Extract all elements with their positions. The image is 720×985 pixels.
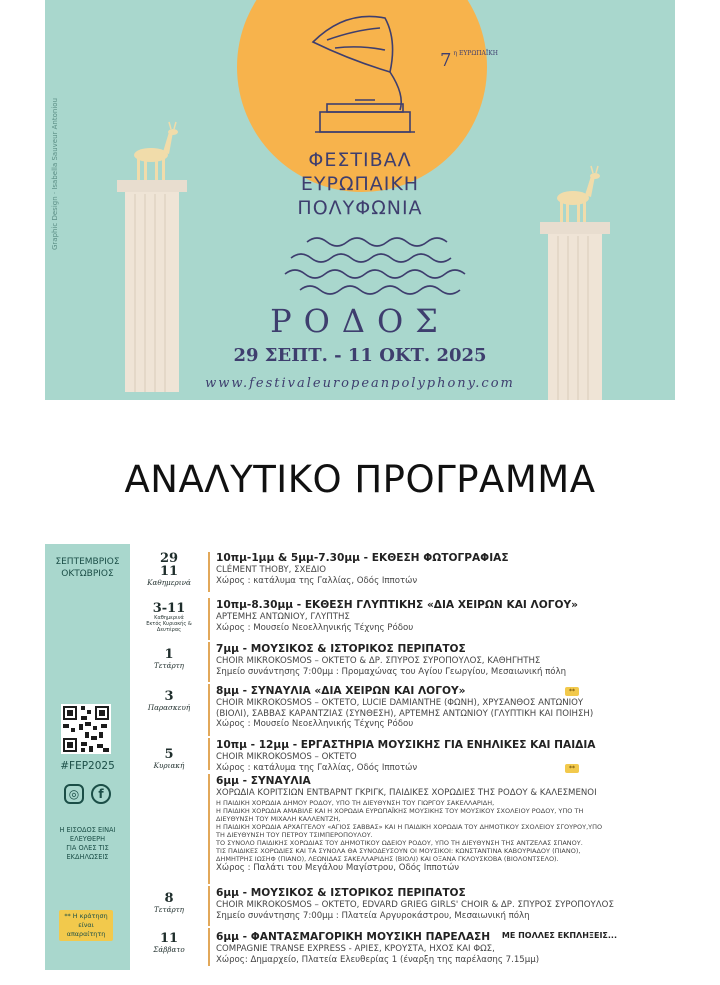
event-workshops: [216, 739, 671, 773]
free-entry-line: ΓΙΑ ΟΛΕΣ ΤΙΣ: [66, 844, 109, 852]
event-title: 6μμ - ΜΟΥΣΙΚΟΣ & ΙΣΤΟΡΙΚΟΣ ΠΕΡΙΠΑΤΟΣ: [216, 887, 466, 899]
booking-required-note: [59, 910, 113, 941]
event-title: 10πμ - 12μμ - ΕΡΓΑΣΤΗΡΙΑ ΜΟΥΣΙΚΗΣ ΓΙΑ ΕΝΗΛΙΚΕΣ ΚΑΙ ΠΑΙΔΙΑ: [216, 739, 596, 751]
accent-bar: [208, 642, 210, 682]
day-weekday: Τετάρτη: [154, 905, 184, 914]
booking-line: είναι: [78, 921, 94, 929]
event-line: Χώρος: Δημαρχείο, Πλατεία Ελευθερίας 1 (έναρξη της παρέλασης 7.15μμ): [216, 954, 540, 965]
hashtag-label: #FEP2025: [60, 760, 115, 772]
day-column: [130, 544, 208, 970]
day-note: Εκτός Κυριακής &: [146, 621, 192, 627]
gramophone-icon: [313, 16, 415, 132]
edition-mark: [440, 50, 498, 71]
event-line: ΑΡΤΕΜΗΣ ΑΝΤΩΝΙΟΥ, ΓΛΥΠΤΗΣ: [216, 612, 350, 622]
booking-line: απαραίτητη: [66, 930, 106, 938]
event-line: CHOIR MIKROKOSMOS – ΟΚΤΕΤΟ: [216, 752, 357, 762]
event-detail-line: ΔΗΜΗΤΡΗΣ ΙΩΣΗΦ (ΠΙΑΝΟ), ΛΕΩΝΙΔΑΣ ΣΑΚΕΛΛΑΡΙΔΗΣ (ΒΙΟΛΙ) ΚΑΙ ΟΞΑΝΑ ΓΚΛΟΥΣΚΟΒΑ (ΒΙΟΛΟΝΤΣΕΛΟ).: [216, 854, 559, 863]
event-title: 10πμ-8.30μμ - ΕΚΘΕΣΗ ΓΛΥΠΤΙΚΗΣ «ΔΙΑ ΧΕΙΡΩΝ ΚΑΙ ΛΟΓΟΥ»: [216, 599, 579, 611]
accent-bar: [208, 552, 210, 592]
accent-bar: [208, 774, 210, 884]
event-line: Χώρος : κατάλυμα της Γαλλίας, Οδός Ιπποτών: [216, 575, 418, 586]
event-music-walk-1: [216, 643, 671, 677]
festival-poster: [45, 0, 675, 400]
wave-lines: [285, 238, 465, 294]
edition-number: 7: [440, 50, 452, 71]
event-detail-line: Η ΠΑΙΔΙΚΗ ΧΟΡΩΔΙΑ ΔΗΜΟΥ ΡΟΔΟΥ, ΥΠΟ ΤΗ ΔΙΕΥΘΥΝΣΗ ΤΟΥ ΓΙΩΡΓΟΥ ΣΑΚΕΛΛΑΡΙΔΗ,: [216, 798, 495, 807]
free-entry-note: [45, 826, 130, 862]
poster-website: www.festivaleuropeanpolyphony.com: [205, 376, 515, 391]
day-number-end: 11: [159, 564, 179, 579]
event-title: 8μμ - ΣΥΝΑΥΛΙΑ «ΔΙΑ ΧΕΙΡΩΝ ΚΑΙ ΛΟΓΟΥ»: [216, 685, 466, 697]
month-september: ΣΕΠΤΕΜΒΡΙΟΣ: [55, 557, 120, 567]
event-line: CHOIR MIKROKOSMOS – ΟΚΤΕΤΟ, LUCIE DAMIANTHE (ΦΩΝΗ), ΧΡΥΣΑΝΘΟΣ ΑΝΤΩΝΙΟΥ: [216, 698, 584, 708]
poster-dates: 29 ΣΕΠΤ. - 11 ΟΚΤ. 2025: [233, 345, 487, 366]
accent-bar: [208, 886, 210, 926]
booking-line: ** Η κράτηση: [64, 912, 108, 920]
event-detail-line: Η ΠΑΙΔΙΚΗ ΧΟΡΩΔΙΑ ΑΜΑΒΙΛΕ ΚΑΙ Η ΧΟΡΩΔΙΑ ΕΥΡΩΠΑΪΚΗΣ ΜΟΥΣΙΚΗΣ ΤΟΥ ΜΟΥΣΙΚΟΥ ΣΧΟΛΕΙΟΥ ΡΟΔΟΥ, ΥΠΟ ΤΗ: [216, 806, 584, 815]
event-photo-exhibition: [216, 552, 671, 586]
booking-badge: **: [565, 764, 579, 773]
instagram-icon[interactable]: ◎: [64, 784, 84, 804]
accent-bar: [208, 684, 210, 736]
day-29-11: [130, 552, 208, 587]
qr-code-icon[interactable]: [61, 704, 111, 754]
event-concert-dia-xeiron: [216, 685, 671, 730]
event-title-main: 6μμ - ΦΑΝΤΑΣΜΑΓΟΡΙΚΗ ΜΟΥΣΙΚΗ ΠΑΡΕΛΑΣΗ: [216, 931, 491, 943]
poster-city: ΡΟΔΟΣ: [270, 302, 450, 340]
free-entry-line: Η ΕΙΣΟΔΟΣ ΕΙΝΑΙ: [59, 826, 116, 834]
poster-title-line-1: ΦΕΣΤΙΒΑΛ: [308, 149, 412, 171]
free-entry-line: ΕΛΕΥΘΕΡΗ: [69, 835, 106, 843]
day-number: 11: [159, 931, 179, 946]
day-number: 3: [164, 689, 174, 704]
day-3: [130, 690, 208, 712]
edition-word: η ΕΥΡΩΠΑΪΚΗ: [453, 50, 498, 57]
design-credit: Graphic Design · Isabella Sauveur Antoniou: [51, 97, 59, 250]
day-1: [130, 648, 208, 670]
event-line: ΧΟΡΩΔΙΑ ΚΟΡΙΤΣΙΩΝ ΕΝΤΒΑΡΝΤ ΓΚΡΙΓΚ, ΠΑΙΔΙΚΕΣ ΧΟΡΩΔΙΕΣ ΤΗΣ ΡΟΔΟΥ & ΚΑΛΕΣΜΕΝΟΙ: [216, 788, 597, 798]
event-line: (ΒΙΟΛΙ), ΣΑΒΒΑΣ ΚΑΡΑΝΤΖΙΑΣ (ΣΥΝΘΕΣΗ), ΑΡΤΕΜΗΣ ΑΝΤΩΝΙΟΥ (ΓΛΥΠΤΙΚΗ ΚΑΙ ΠΟΙΗΣΗ): [216, 708, 594, 719]
month-october: ΟΚΤΩΒΡΙΟΣ: [61, 569, 114, 579]
accent-bar: [208, 738, 210, 770]
event-sculpture-exhibition: [216, 599, 671, 633]
event-detail-line: ΤΗ ΔΙΕΥΘΥΝΣΗ ΤΟΥ ΠΕΤΡΟΥ ΤΣΙΜΠΕΡΟΠΟΥΛΟΥ.: [216, 830, 373, 839]
day-number: 3-11: [152, 601, 186, 616]
event-detail-line: ΔΙΕΥΘΥΝΣΗ ΤΟΥ ΜΙΧΑΛΗ ΚΑΛΛΕΝΤΖΗ,: [216, 814, 341, 823]
accent-bar: [208, 598, 210, 640]
day-number: 29: [159, 551, 179, 566]
day-weekday: Καθημερινά: [154, 615, 184, 621]
day-3-11: [130, 602, 208, 633]
day-weekday: Καθημερινά: [147, 578, 191, 587]
program-table: [45, 544, 675, 970]
day-number: 8: [164, 891, 174, 906]
event-title: [216, 929, 671, 944]
event-detail-line: ΤΟ ΣΥΝΟΛΟ ΠΑΙΔΙΚΗΣ ΧΟΡΩΔΙΑΣ ΤΟΥ ΔΗΜΟΤΙΚΟΥ ΩΔΕΙΟΥ ΡΟΔΟΥ, ΥΠΟ ΤΗ ΔΙΕΥΘΥΝΣΗ ΤΗΣ ΑΝΤΖΕΛΑΣ ΣΠΑΝΟΥ.: [216, 838, 583, 847]
poster-title-line-2: ΕΥΡΩΠΑΙΚΗ: [300, 173, 420, 195]
poster-title-line-3: ΠΟΛΥΦΩΝΙΑ: [297, 197, 423, 219]
event-title: 6μμ - ΣΥΝΑΥΛΙΑ: [216, 775, 311, 787]
day-weekday: Κυριακή: [153, 761, 185, 770]
event-line: Σημείο συνάντησης 7:00μμ : Προμαχώνας του Αγίου Γεωργίου, Μεσαιωνική πόλη: [216, 666, 567, 677]
day-number: 1: [164, 647, 174, 662]
day-number: 5: [164, 747, 174, 762]
booking-badge: **: [565, 687, 579, 696]
facebook-icon[interactable]: f: [91, 784, 111, 804]
day-weekday: Τετάρτη: [154, 661, 184, 670]
event-title: 7μμ - ΜΟΥΣΙΚΟΣ & ΙΣΤΟΡΙΚΟΣ ΠΕΡΙΠΑΤΟΣ: [216, 643, 466, 655]
event-line: Χώρος : κατάλυμα της Γαλλίας, Οδός Ιπποτών: [216, 762, 418, 773]
day-weekday: Σάββατο: [153, 945, 185, 954]
event-music-walk-2: [216, 887, 671, 921]
event-concert-choirs: [216, 775, 671, 873]
day-note: Δευτέρας: [156, 627, 182, 633]
event-line: Σημείο συνάντησης 7:00μμ : Πλατεία Αργυροκάστρου, Μεσαιωνική πόλη: [216, 910, 530, 921]
event-line: CLÉMENT THOBY, ΣΧΕΔΙΟ: [216, 565, 327, 575]
program-heading: ΑΝΑΛΥΤΙΚΟ ΠΡΟΓΡΑΜΜΑ: [124, 458, 596, 501]
event-parade: [216, 929, 671, 965]
event-line: Χώρος : Μουσείο Νεοελληνικής Τέχνης Ρόδου: [216, 719, 414, 729]
event-line: Χώρος : Παλάτι του Μεγάλου Μαγίστρου, Οδός Ιπποτών: [216, 862, 460, 873]
months-label: [45, 556, 130, 580]
accent-bar: [208, 928, 210, 966]
event-line: COMPAGNIE TRANSE EXPRESS - ΑΡΙΕΣ, ΚΡΟΥΣΤΑ, ΗΧΟΣ ΚΑΙ ΦΩΣ,: [216, 944, 495, 954]
event-detail-line: ΤΙΣ ΠΑΙΔΙΚΕΣ ΧΟΡΩΔΙΕΣ ΚΑΙ ΤΑ ΣΥΝΟΛΑ ΘΑ ΣΥΝΟΔΕΥΣΟΥΝ ΟΙ ΜΟΥΣΙΚΟΙ: ΚΩΝΣΤΑΝΤΙΝΑ ΚΑΒΟΥΡΙΑΔΟΥ (ΠΙΑΝΟ),: [216, 846, 581, 855]
day-weekday: Παρασκευή: [147, 703, 191, 712]
event-line: CHOIR MIKROKOSMOS – ΟΚΤΕΤΟ, EDVARD GRIEG GIRLS' CHOIR & ΔΡ. ΣΠΥΡΟΣ ΣΥΡΟΠΟΥΛΟΣ: [216, 900, 614, 910]
program-sidebar: [45, 544, 130, 970]
event-line: Χώρος : Μουσείο Νεοελληνικής Τέχνης Ρόδου: [216, 622, 414, 633]
day-11: [130, 932, 208, 954]
event-line: CHOIR MIKROKOSMOS – ΟΚΤΕΤΟ & ΔΡ. ΣΠΥΡΟΣ ΣΥΡΟΠΟΥΛΟΣ, ΚΑΘΗΓΗΤΗΣ: [216, 656, 541, 666]
event-detail-line: Η ΠΑΙΔΙΚΗ ΧΟΡΩΔΙΑ ΑΡΧΑΓΓΕΛΟΥ «ΑΓΙΟΣ ΣΑΒΒΑΣ» ΚΑΙ Η ΠΑΙΔΙΚΗ ΧΟΡΩΔΙΑ ΤΟΥ ΔΗΜΟΤΙΚΟΥ ΣΧΟΛΕΙΟΥ ΣΓΟΥΡΟΥ,ΥΠΟ: [216, 822, 603, 831]
event-title: 10πμ-1μμ & 5μμ-7.30μμ - ΕΚΘΕΣΗ ΦΩΤΟΓΡΑΦΙΑΣ: [216, 552, 509, 564]
day-8: [130, 892, 208, 914]
event-title-extra: ΜΕ ΠΟΛΛΕΣ ΕΚΠΛΗΞΕΙΣ...: [501, 931, 618, 940]
day-5: [130, 748, 208, 770]
free-entry-line: ΕΚΔΗΛΩΣΕΙΣ: [66, 853, 109, 861]
